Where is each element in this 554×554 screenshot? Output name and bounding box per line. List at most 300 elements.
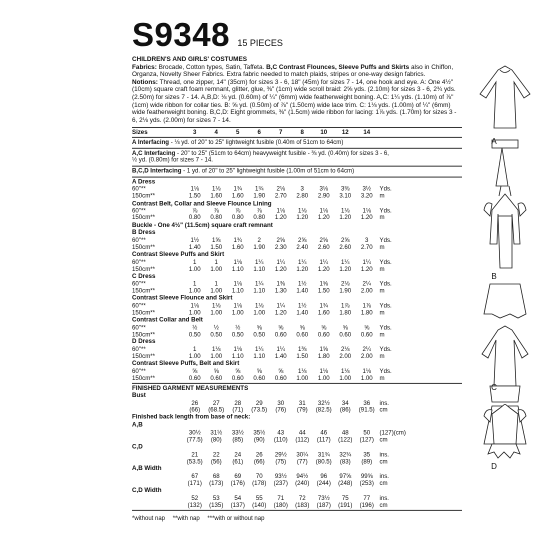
section-title: Contrast Sleeve Puffs, Belt and Skirt [132, 360, 240, 367]
table-cell: 2.80 [296, 192, 309, 200]
table-cell: 1⅛ [298, 207, 307, 215]
table-cell: 99⅝ [360, 472, 373, 480]
table-cell: 0.80 [253, 214, 266, 222]
row-label: 150cm** [132, 287, 156, 295]
table-cell: (80) [210, 436, 222, 444]
table-cell: (196) [359, 501, 374, 509]
table-cell: 1 [193, 280, 197, 288]
table-cell: 1.00 [188, 287, 201, 295]
table-cell: 1.50 [296, 352, 309, 360]
view-b-front-illustration [484, 194, 526, 268]
table-cell: ½ [213, 323, 219, 331]
table-cell: 1¼ [255, 258, 264, 266]
row-label: 150cm** [132, 374, 156, 382]
table-row [132, 495, 462, 502]
table-cell: 70 [255, 472, 263, 480]
footnote-without-nap: *without nap [132, 516, 166, 522]
yardage-table [132, 126, 462, 512]
table-cell: 31 [298, 399, 306, 407]
table-row [132, 473, 462, 480]
view-d-illustration [470, 404, 540, 464]
table-row [132, 353, 462, 360]
table-cell: 0.60 [253, 374, 266, 382]
table-cell: 1.40 [188, 243, 201, 251]
table-cell: ⅞ [213, 207, 219, 215]
table-cell: 0.50 [188, 331, 201, 339]
table-cell: 1⅛ [255, 302, 264, 310]
row-label [132, 458, 184, 465]
row-unit: ins. [379, 399, 389, 407]
table-cell: (237) [273, 479, 288, 487]
table-cell: 31½ [210, 429, 223, 437]
table-cell: 53 [212, 494, 220, 502]
table-cell: (178) [252, 479, 267, 487]
row-label [132, 502, 184, 509]
row-unit: ins. [379, 450, 389, 458]
section-title: C,D Width [132, 487, 162, 494]
fabrics-paragraph [132, 64, 462, 79]
table-cell: 1.80 [317, 352, 330, 360]
table-cell: 1.80 [339, 309, 352, 317]
table-cell: 1.00 [210, 287, 223, 295]
section-title: Bust [132, 392, 146, 400]
table-row [132, 302, 462, 309]
table-cell: 0.60 [317, 331, 330, 339]
table-cell: 33½ [231, 429, 244, 437]
table-cell: 1.00 [296, 374, 309, 382]
table-cell: 0.60 [188, 374, 201, 382]
view-c-front-illustration [482, 326, 528, 386]
table-row [132, 429, 462, 436]
row-label: 60"** [132, 185, 146, 193]
size-14: 14 [363, 128, 371, 136]
table-cell: 1½ [298, 280, 307, 288]
row-label: 150cm** [132, 265, 156, 273]
table-cell: (66) [189, 406, 201, 414]
table-cell: 1.00 [231, 309, 244, 317]
row-unit: ins. [379, 494, 389, 502]
notions-paragraph [132, 79, 462, 125]
table-cell: (90) [253, 436, 265, 444]
table-cell: 97⅝ [339, 472, 352, 480]
table-cell: (191) [338, 501, 353, 509]
table-row [132, 346, 462, 353]
table-cell: (112) [295, 436, 310, 444]
table-cell: 1⅛ [233, 345, 242, 353]
table-cell: 3⅜ [341, 185, 350, 193]
row-label [132, 429, 184, 436]
table-cell: 2.90 [317, 192, 330, 200]
row-unit: Yds. [379, 367, 392, 375]
table-cell: (132) [187, 501, 202, 509]
table-cell: 1.00 [188, 352, 201, 360]
row-label [132, 473, 184, 480]
measurement-sections [132, 392, 462, 508]
table-cell: 96 [320, 472, 328, 480]
table-cell: (176) [230, 479, 245, 487]
row-unit: m [379, 287, 385, 295]
row-unit: Yds. [379, 280, 392, 288]
table-cell: (75) [275, 458, 287, 466]
table-cell: 1.20 [339, 214, 352, 222]
table-cell: 72 [298, 494, 306, 502]
table-cell: 1⅜ [276, 280, 285, 288]
table-cell: 1.20 [360, 265, 373, 273]
table-cell: 1 [193, 345, 197, 353]
table-cell: 1¾ [255, 185, 264, 193]
table-cell: 2 [257, 236, 261, 244]
table-cell: 77 [363, 494, 371, 502]
table-cell: 52 [191, 494, 199, 502]
table-cell: 2.30 [274, 243, 287, 251]
table-cell: 48 [341, 429, 349, 437]
table-cell: (85) [232, 436, 244, 444]
fabrics-text: Brocade, Cotton types, Satin, Taffeta. [158, 63, 265, 71]
row-unit: Yds. [379, 323, 392, 331]
table-cell: 2⅝ [298, 236, 307, 244]
table-cell: (240) [295, 479, 310, 487]
notions-abd: A,B,D: ⅛ yd. (0.60m) of ¼" (6mm) wide featherweight boning. [200, 93, 376, 101]
table-cell: 2.60 [339, 243, 352, 251]
table-cell: 1.20 [360, 214, 373, 222]
table-cell: ⅝ [256, 323, 262, 331]
table-cell: 1.60 [317, 309, 330, 317]
table-cell: 1.10 [253, 287, 266, 295]
table-cell: 69 [234, 472, 242, 480]
table-cell: 1.30 [274, 287, 287, 295]
notions-label: Notions: [132, 78, 158, 86]
table-cell: (56) [210, 458, 222, 466]
table-cell: ⅝ [256, 367, 262, 375]
table-cell: (127) [359, 436, 374, 444]
table-cell: (180) [273, 501, 288, 509]
row-unit: m [379, 214, 385, 222]
table-cell: 3 [365, 236, 369, 244]
table-cell: 1⅛ [233, 302, 242, 310]
table-cell: 1.10 [253, 265, 266, 273]
table-cell: 1⅛ [298, 367, 307, 375]
table-cell: 0.60 [360, 331, 373, 339]
a-interfacing-text: - ⅛ yd. of 20" to 25" lightweight fusible (0.40m of 51cm to 64cm) [170, 139, 344, 147]
table-cell: 1.00 [188, 265, 201, 273]
table-cell: 1⅛ [362, 367, 371, 375]
table-row [132, 309, 462, 316]
row-label [132, 451, 184, 458]
view-label-d: D [491, 462, 497, 471]
row-label: 60"** [132, 280, 146, 288]
table-cell: 1⅛ [190, 185, 199, 193]
table-cell: 26 [255, 450, 263, 458]
row-label [132, 436, 184, 443]
table-cell: ⅝ [213, 367, 219, 375]
table-cell: 3⅛ [319, 185, 328, 193]
row-label: 150cm** [132, 214, 156, 222]
row-unit: m [379, 331, 385, 339]
table-cell: 2⅝ [341, 236, 350, 244]
section-title: B Dress [132, 229, 156, 237]
table-row [132, 375, 462, 382]
row-label: 150cm** [132, 352, 156, 360]
sizes-row [132, 129, 462, 136]
view-b-skirt-illustration [484, 284, 526, 318]
table-cell: 31¾ [317, 450, 330, 458]
table-cell: 1.00 [360, 374, 373, 382]
table-cell: 1⅛ [341, 367, 350, 375]
row-label: 60"** [132, 367, 146, 375]
bcd-interfacing-label: B,C,D Interfacing [132, 167, 182, 175]
table-cell: ⅝ [342, 323, 348, 331]
table-row [132, 324, 462, 331]
table-cell: 2¼ [362, 345, 371, 353]
table-cell: (86) [339, 406, 351, 414]
table-cell: 1¼ [276, 258, 285, 266]
table-cell: 3½ [362, 185, 371, 193]
table-cell: 1¼ [341, 258, 350, 266]
size-8: 8 [300, 128, 304, 136]
table-cell: 2⅛ [276, 185, 285, 193]
table-cell: (187) [316, 501, 331, 509]
table-cell: 71 [277, 494, 285, 502]
table-cell: 1.20 [296, 265, 309, 273]
row-unit: Yds. [379, 302, 392, 310]
table-cell: 1⅞ [362, 302, 371, 310]
row-unit: cm [379, 436, 388, 444]
table-cell: (140) [252, 501, 267, 509]
table-cell: (248) [338, 479, 353, 487]
a-interfacing-label: A Interfacing [132, 139, 170, 147]
table-row [132, 266, 462, 273]
measurements-title: FINISHED GARMENT MEASUREMENTS [132, 384, 249, 392]
table-cell: 1.20 [317, 214, 330, 222]
section-title: A,B [132, 421, 143, 429]
table-cell: 0.80 [210, 214, 223, 222]
table-cell: 1⅛ [190, 302, 199, 310]
table-cell: 1½ [298, 302, 307, 310]
row-unit: m [379, 265, 385, 273]
table-cell: (77) [296, 458, 308, 466]
table-cell: 1⅛ [341, 207, 350, 215]
table-cell: 24 [234, 450, 242, 458]
table-cell: 1.60 [231, 192, 244, 200]
table-row [132, 458, 462, 465]
table-cell: 1.60 [231, 243, 244, 251]
table-cell: 0.60 [210, 374, 223, 382]
ac-interfacing [132, 150, 462, 158]
table-cell: 1.20 [274, 214, 287, 222]
table-cell: 2¼ [362, 280, 371, 288]
table-cell: 1⅛ [276, 207, 285, 215]
footnotes [132, 516, 270, 522]
table-cell: 1⅛ [212, 185, 221, 193]
size-7: 7 [279, 128, 283, 136]
table-cell: 68 [212, 472, 220, 480]
table-cell: ⅝ [192, 367, 198, 375]
table-cell: 1 [193, 258, 197, 266]
size-3: 3 [193, 128, 197, 136]
table-cell: 75 [341, 494, 349, 502]
section-title: C,D [132, 443, 143, 451]
section-title: Finished back length from base of neck: [132, 414, 251, 422]
table-cell: 1¼ [276, 302, 285, 310]
row-label: 150cm** [132, 309, 156, 317]
table-cell: (89) [361, 458, 373, 466]
table-cell: (122) [338, 436, 353, 444]
table-cell: ⅝ [235, 367, 241, 375]
table-cell: 1¼ [362, 258, 371, 266]
ac-interfacing-text2: ½ yd. (0.80m) for sizes 7 - 14. [132, 157, 213, 165]
table-row [132, 331, 462, 338]
footnote-either: ***with or without nap [207, 516, 265, 522]
table-cell: (117) [316, 436, 331, 444]
table-cell: ⅝ [299, 323, 305, 331]
row-unit: Yds. [379, 185, 392, 193]
table-cell: 30 [277, 399, 285, 407]
view-a-back-illustration [492, 140, 518, 196]
contrast-label: B,C Contrast Flounces, Sleeve Puffs and Skirts [266, 63, 410, 71]
table-cell: 1.80 [360, 309, 373, 317]
row-unit: Yds. [379, 207, 392, 215]
table-cell: 0.60 [296, 331, 309, 339]
table-cell: 22 [212, 450, 220, 458]
row-unit: cm [379, 458, 388, 466]
table-cell: 1¾ [233, 236, 242, 244]
table-cell: (173) [209, 479, 224, 487]
notions-ac: A,C: 1¼ yds. (1.10m) of ⅞" (1cm) wide ribbon for collar ties. [132, 93, 454, 109]
table-cell: 1.20 [296, 214, 309, 222]
table-row [132, 400, 462, 407]
row-unit: Yds. [379, 258, 392, 266]
table-cell: 1.50 [210, 243, 223, 251]
table-cell: 54 [234, 494, 242, 502]
row-label: 150cm** [132, 331, 156, 339]
table-cell: ½ [235, 323, 241, 331]
table-cell: 0.60 [339, 331, 352, 339]
table-row [132, 502, 462, 509]
table-cell: 3.20 [360, 192, 373, 200]
table-cell: 1¼ [276, 345, 285, 353]
table-cell: (110) [273, 436, 288, 444]
pattern-info [132, 56, 462, 124]
table-cell: 1⅛ [233, 280, 242, 288]
size-10: 10 [320, 128, 328, 136]
table-cell: 0.50 [210, 331, 223, 339]
table-cell: 32¾ [339, 450, 352, 458]
table-cell: 1.00 [210, 265, 223, 273]
table-cell: (137) [230, 501, 245, 509]
table-cell: 2⅛ [341, 345, 350, 353]
table-cell: 2.70 [360, 243, 373, 251]
table-row [132, 451, 462, 458]
fabrics-label: Fabrics: [132, 63, 157, 71]
table-row [132, 215, 462, 222]
footnote-with-nap: **with nap [172, 516, 200, 522]
table-cell: 36 [363, 399, 371, 407]
view-label-b: B [491, 272, 497, 281]
table-cell: 1¼ [255, 345, 264, 353]
table-cell: 1⅛ [212, 345, 221, 353]
table-cell: (83) [339, 458, 351, 466]
table-row [132, 207, 462, 214]
table-cell: 2⅛ [341, 280, 350, 288]
table-cell: 1¼ [255, 280, 264, 288]
row-unit: (127)(cm) [379, 429, 406, 437]
size-6: 6 [257, 128, 261, 136]
table-cell: (183) [295, 501, 310, 509]
table-cell: 0.60 [274, 331, 287, 339]
a-interfacing [132, 139, 462, 147]
table-cell: 1.20 [274, 309, 287, 317]
table-cell: (71) [232, 406, 244, 414]
table-cell: 1.50 [317, 287, 330, 295]
table-cell: 1.60 [210, 192, 223, 200]
table-row [132, 237, 462, 244]
row-label: 60"** [132, 345, 146, 353]
bcd-interfacing-text: - 1 yd. of 20" to 25" lightweight fusible (1.00m of 51cm to 64cm) [183, 167, 355, 175]
table-cell: 1¾ [233, 185, 242, 193]
sizes-label: Sizes [132, 128, 148, 136]
table-cell: 27 [212, 399, 220, 407]
table-cell: (79) [296, 406, 308, 414]
table-cell: 1.20 [274, 265, 287, 273]
table-cell: 2.60 [317, 243, 330, 251]
table-cell: 1.20 [339, 265, 352, 273]
table-cell: 1.00 [339, 374, 352, 382]
table-row [132, 259, 462, 266]
table-cell: 1.00 [253, 309, 266, 317]
table-cell: 1.10 [231, 265, 244, 273]
table-cell: ⅞ [235, 207, 241, 215]
notions-a: A: One 4½" (10cm) square craft foam remnant, glitter, glue, ⅜" (1cm) wide scroll braid: 2⅝ yds. [132, 78, 454, 94]
row-unit: m [379, 309, 385, 317]
table-cell: 1.10 [231, 287, 244, 295]
bcd-interfacing [132, 168, 462, 176]
ac-interfacing-label: A,C Interfacing [132, 149, 176, 157]
section-title: A Dress [132, 178, 156, 186]
table-cell: 2.00 [339, 352, 352, 360]
row-label [132, 407, 184, 414]
table-cell: 1⅝ [212, 236, 221, 244]
row-label: 60"** [132, 236, 146, 244]
table-cell: 1⅛ [319, 207, 328, 215]
table-cell: 1.40 [296, 309, 309, 317]
table-cell: (171) [187, 479, 202, 487]
section-title: Contrast Sleeve Puffs and Skirt [132, 251, 225, 258]
table-row [132, 193, 462, 200]
table-cell: (73.5) [251, 406, 268, 414]
table-cell: 2⅝ [276, 236, 285, 244]
notions-b: B: ⅝ yd. (0.50m) of ⅞" (1.50cm) wide lace trim. [224, 101, 358, 109]
section-title: D Dress [132, 338, 156, 346]
section-title: Contrast Sleeve Flounce and Skirt [132, 294, 233, 302]
table-cell: 1.00 [188, 309, 201, 317]
row-label: 150cm** [132, 192, 156, 200]
table-cell: 93½ [274, 472, 287, 480]
row-unit: cm [379, 501, 388, 509]
table-cell: (253) [359, 479, 374, 487]
table-cell: 1.50 [188, 192, 201, 200]
table-cell: 26 [191, 399, 199, 407]
table-cell: 1.00 [210, 309, 223, 317]
section-title: Contrast Belt, Collar and Sleeve Flounce Lining [132, 199, 272, 207]
table-cell: 44 [298, 429, 306, 437]
table-cell: 1⅝ [319, 345, 328, 353]
row-label: 150cm** [132, 243, 156, 251]
table-cell: 1 [214, 280, 218, 288]
table-cell: (76) [275, 406, 287, 414]
table-row [132, 407, 462, 414]
table-cell: 1 [214, 258, 218, 266]
table-cell: 46 [320, 429, 328, 437]
